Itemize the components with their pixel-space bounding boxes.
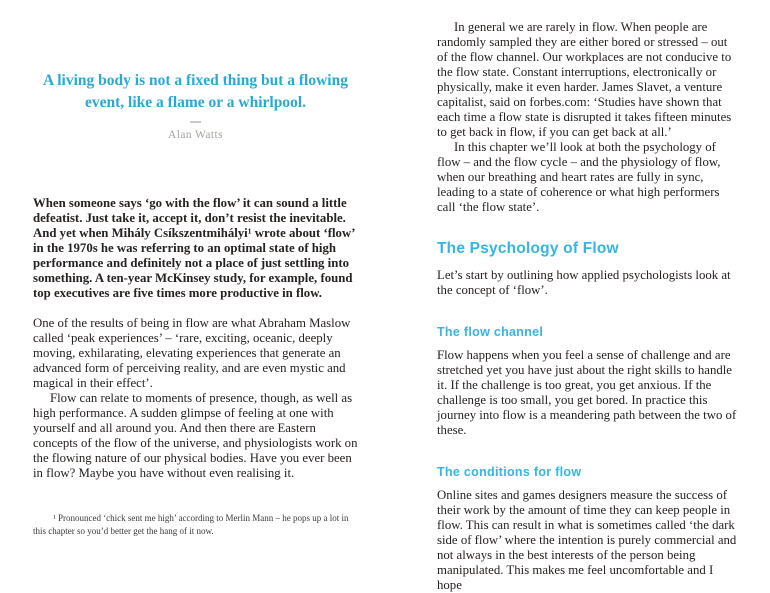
paragraph-rarely-in-flow: In general we are rarely in flow. When people are randomly sampled they are either bored or stressed – out of the flow channel. Our workplaces are not conducive to the flow state. Constant interruptions, electronically or physically, make it even harder. James Slavet, a venture capitalist, said on forbes.com: ‘Studies have shown that each time a flow state is disrupted it takes fifteen minutes to get back in flow, if you can get back at all.’ xyxy=(437,20,732,139)
subsection-body-flow-channel: Flow happens when you feel a sense of challenge and are stretched yet you have just about the right skills to handle it. If the challenge is too great, you get anxious. If the challenge is too small, you get bored. In practice this journey into flow is a meandering path between the two of these. xyxy=(437,348,737,437)
paragraph-presence: Flow can relate to moments of presence, though, as well as high performance. A sudden glimpse of feeling at one with yourself and all around you. And then there are Eastern concepts of the flow of the universe, and physiologists work on the flowing nature of our physical bodies. Have you ever been in flow? Maybe you have without even realising it. xyxy=(33,391,358,481)
pull-quote: A living body is not a fixed thing but a flowing event, like a flame or a whirlpool. xyxy=(43,72,348,111)
right-page xyxy=(437,0,738,592)
paragraph-peak-experiences: One of the results of being in flow are what Abraham Maslow called ‘peak experiences’ – ‘rare, exciting, oceanic, deeply moving, exhilarating, elevating experiences that generate an advanced form of perceiving reality, and are even mystic and magical in their effect’. xyxy=(33,316,351,391)
quote-divider xyxy=(190,121,201,123)
subsection-heading-conditions-for-flow: The conditions for flow xyxy=(437,465,582,479)
section-lead-paragraph: Let’s start by outlining how applied psychologists look at the concept of ‘flow’. xyxy=(437,268,731,297)
lead-paragraph: When someone says ‘go with the flow’ it can sound a little defeatist. Just take it, accept it, don’t resist the inevitable. And yet when Mihály Csíkszentmihályi¹ wrote about ‘flow’ in the 1970s he was referring to an optimal state of high performance and definitely not a place of just settling into something. A ten-year McKinsey study, for example, found top executives are five times more productive in flow. xyxy=(33,196,355,301)
quote-attribution: Alan Watts xyxy=(168,129,223,142)
left-page xyxy=(33,0,358,572)
subsection-body-conditions-for-flow: Online sites and games designers measure the success of their work by the amount of time they can keep people in flow. This can result in what is sometimes called ‘the dark side of flow’ where the intention is purely commercial and not always in the best interests of the person being manipulated. This makes me feel uncomfortable and I hope xyxy=(437,488,737,592)
section-heading-psychology-of-flow: The Psychology of Flow xyxy=(437,240,619,257)
footnote: ¹ Pronounced ‘chick sent me high’ according to Merlin Mann – he pops up a lot in this chapter so you’d better get the hang of it now. xyxy=(33,513,349,536)
paragraph-chapter-overview: In this chapter we’ll look at both the psychology of flow – and the flow cycle – and the physiology of flow, when our breathing and heart rates are fully in sync, leading to a state of coherence or what high performers call ‘the flow state’. xyxy=(437,140,721,214)
subsection-heading-flow-channel: The flow channel xyxy=(437,325,544,339)
